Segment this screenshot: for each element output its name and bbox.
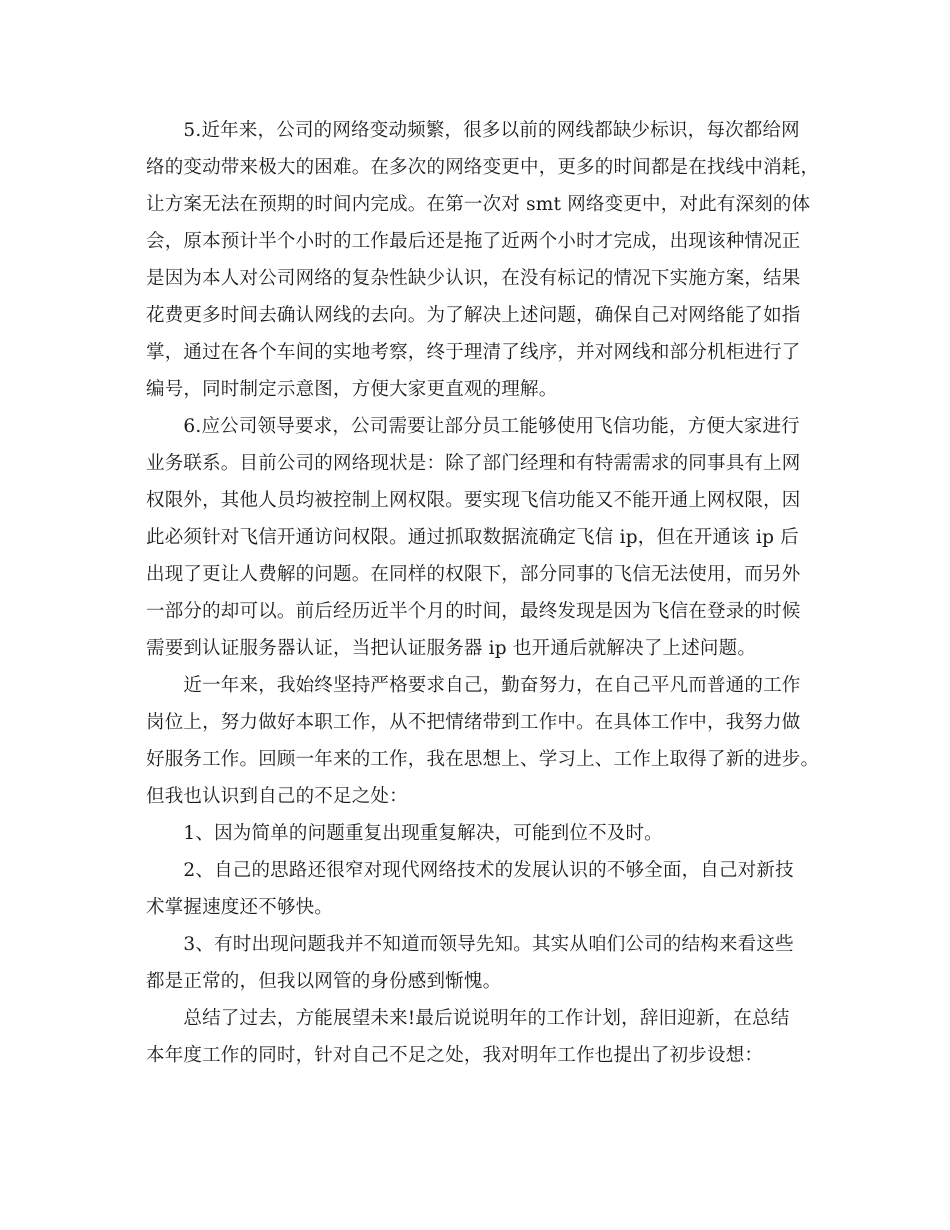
text-line: 都是正常的，但我以网管的身份感到惭愧。: [146, 971, 502, 992]
text-line: 业务联系。目前公司的网络现状是：除了部门经理和有特需需求的同事具有上网: [146, 453, 801, 474]
text-line: 2、自己的思路还很窄对现代网络技术的发展认识的不够全面，自己对新技: [146, 860, 794, 881]
text-line: 但我也认识到自己的不足之处：: [146, 786, 408, 807]
text-line: 术掌握速度还不够快。: [146, 897, 334, 918]
text-line: 让方案无法在预期的时间内完成。在第一次对 smt 网络变更中，对此有深刻的体: [146, 194, 811, 215]
text-line: 1、因为简单的问题重复出现重复解决，可能到位不及时。: [146, 823, 663, 844]
text-line: 是因为本人对公司网络的复杂性缺少认识，在没有标记的情况下实施方案，结果: [146, 268, 801, 289]
text-line: 近一年来，我始终坚持严格要求自己，勤奋努力，在自己平凡而普通的工作: [146, 675, 801, 696]
text-line: 6.应公司领导要求，公司需要让部分员工能够使用飞信功能，方便大家进行: [146, 416, 800, 437]
text-line: 本年度工作的同时，针对自己不足之处，我对明年工作也提出了初步设想：: [146, 1045, 764, 1066]
text-line: 总结了过去，方能展望未来!最后说说明年的工作计划，辞旧迎新，在总结: [146, 1008, 790, 1029]
text-line: 会，原本预计半个小时的工作最后还是拖了近两个小时才完成，出现该种情况正: [146, 231, 801, 252]
text-line: 出现了更让人费解的问题。在同样的权限下，部分同事的飞信无法使用，而另外: [146, 564, 801, 585]
text-line: 编号，同时制定示意图，方便大家更直观的理解。: [146, 379, 558, 400]
text-line: 掌，通过在各个车间的实地考察，终于理清了线序，并对网线和部分机柜进行了: [146, 342, 801, 363]
text-line: 权限外，其他人员均被控制上网权限。要实现飞信功能又不能开通上网权限，因: [146, 490, 801, 511]
text-line: 好服务工作。回顾一年来的工作，我在思想上、学习上、工作上取得了新的进步。: [146, 749, 820, 770]
text-line: 络的变动带来极大的困难。在多次的网络变更中，更多的时间都是在找线中消耗，: [146, 157, 820, 178]
text-line: 5.近年来，公司的网络变动频繁，很多以前的网线都缺少标识，每次都给网: [146, 120, 800, 141]
text-line: 3、有时出现问题我并不知道而领导先知。其实从咱们公司的结构来看这些: [146, 934, 794, 955]
text-line: 一部分的却可以。前后经历近半个月的时间，最终发现是因为飞信在登录的时候: [146, 601, 801, 622]
text-line: 花费更多时间去确认网线的去向。为了解决上述问题，确保自己对网络能了如指: [146, 305, 801, 326]
text-line: 岗位上，努力做好本职工作，从不把情绪带到工作中。在具体工作中，我努力做: [146, 712, 801, 733]
text-line: 此必须针对飞信开通访问权限。通过抓取数据流确定飞信 ip，但在开通该 ip 后: [146, 527, 799, 548]
text-line: 需要到认证服务器认证，当把认证服务器 ip 也开通后就解决了上述问题。: [146, 638, 757, 659]
